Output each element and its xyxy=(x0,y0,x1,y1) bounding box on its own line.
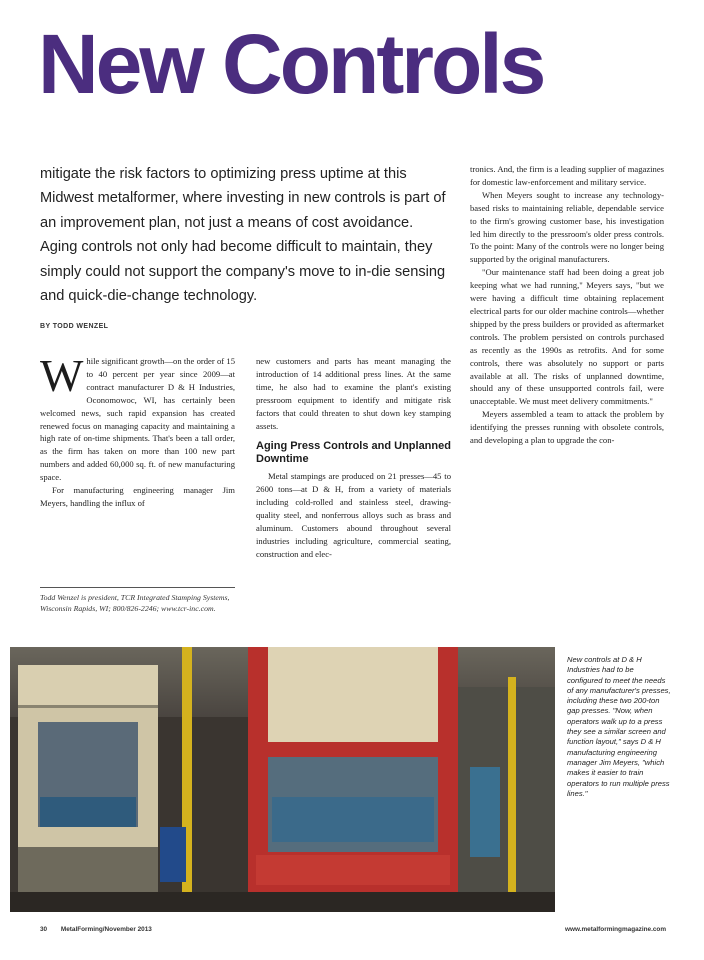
right-panel xyxy=(470,767,500,857)
section-subhead: Aging Press Controls and Unplanned Downtime xyxy=(256,440,451,466)
body-paragraph: "Our maintenance staff had been doing a great job keeping what we had running," Meyers says, "but we were having a difficult time obtaining replacement electrical parts for our older machine controls—whether shipped by the press builders or provided as aftermarket controls. The problem persisted on controls purchased as recently as the 1990s as retrofits. And for some controls, there was absolutely no support or parts available at all. The risks of unplanned downtime, should any of these unsupported controls fail, were unacceptable. We must meet delivery commitments." xyxy=(470,267,664,407)
body-text: hile significant growth—on the order of 15 to 40 percent per year since 2009—at contract manufacturer D & H Industries, Oconomowoc, WI, has certainly been welcomed news, such rapid expansion has created renewed focus on managing capacity and maintaining a high rate of on-time shipments. That's been a tall order, as the firm has taken on more than 100 new part numbers and added 60,000 sq. ft. of new manufacturing space. xyxy=(40,356,235,483)
body-paragraph: For manufacturing engineering manager Jim Meyers, handling the influx of xyxy=(40,485,235,508)
body-paragraph: When Meyers sought to increase any technology-based risks to maintaining reliable, dependable service to the firm's growing customer base, his investigation led him directly to the pressroom's older press controls. To the point: Many of the controls were no longer being supported by the original manufacturers. xyxy=(470,189,664,265)
shop-floor xyxy=(10,892,555,912)
article-deck: mitigate the risk factors to optimizing press uptime at this Midwest metalformer, where investing in new controls is part of an improvement plan, not just a means of cost avoidance. Aging controls not only had become difficult to maintain, they simply could not support the company's move to in-die sensing and quick-die-change technology. xyxy=(40,166,446,305)
control-panel xyxy=(160,827,186,882)
byline: BY TODD WENZEL xyxy=(40,323,109,330)
footer-url: www.metalformingmagazine.com xyxy=(565,926,666,933)
body-paragraph xyxy=(40,350,235,484)
article-title: New Controls xyxy=(38,17,544,111)
press-photo xyxy=(10,647,555,912)
body-paragraph: new customers and parts has meant managing the introduction of 14 additional press lines. At the same time, he also had to examine the plant's existing pressroom equipment to identify and mitigate risk factors that could threaten to shut down key stamping assets. xyxy=(256,356,451,431)
right-post xyxy=(508,677,516,912)
author-bio xyxy=(40,587,235,614)
left-press-crown xyxy=(18,665,158,708)
author-bio-text: Todd Wenzel is president, TCR Integrated Stamping Systems, Wisconsin Rapids, WI; 800/826-2246; www.tcr-inc.com. xyxy=(40,593,230,614)
left-press-die xyxy=(40,797,136,827)
body-column-3 xyxy=(470,163,664,447)
red-press-bolster xyxy=(256,855,450,885)
body-column-1 xyxy=(40,350,235,510)
red-press-crown xyxy=(268,647,438,742)
drop-cap: W xyxy=(40,350,84,401)
body-column-2 xyxy=(256,355,451,561)
photo-caption: New controls at D & H Industries had to be configured to meet the needs of any manufacturer's presses, including these two 200-ton gap presses. "Now, when operators walk up to a press they see a similar screen and function layout," says D & H manufacturing engineering manager Jim Meyers, "which makes it easier to train operators to run multiple press lines." xyxy=(567,655,671,798)
issue-label: MetalForming/November 2013 xyxy=(60,926,152,933)
body-paragraph: Meyers assembled a team to attack the problem by identifying the presses running with obsolete controls, and developing a plan to upgrade the con- xyxy=(470,409,664,446)
body-paragraph: tronics. And, the firm is a leading supplier of magazines for domestic law-enforcement and military service. xyxy=(470,164,664,187)
footer-left xyxy=(40,926,164,933)
body-paragraph: Metal stampings are produced on 21 presses—45 to 2600 tons—at D & H, from a variety of materials including cold-rolled and stainless steel, drawing-quality steel, and nonferrous alloys such as brass and aluminum. Customers abound throughout several industries including agriculture, commercial seating, construction and elec- xyxy=(256,471,451,559)
red-press-die xyxy=(272,797,434,842)
page-number: 30 xyxy=(40,926,48,933)
